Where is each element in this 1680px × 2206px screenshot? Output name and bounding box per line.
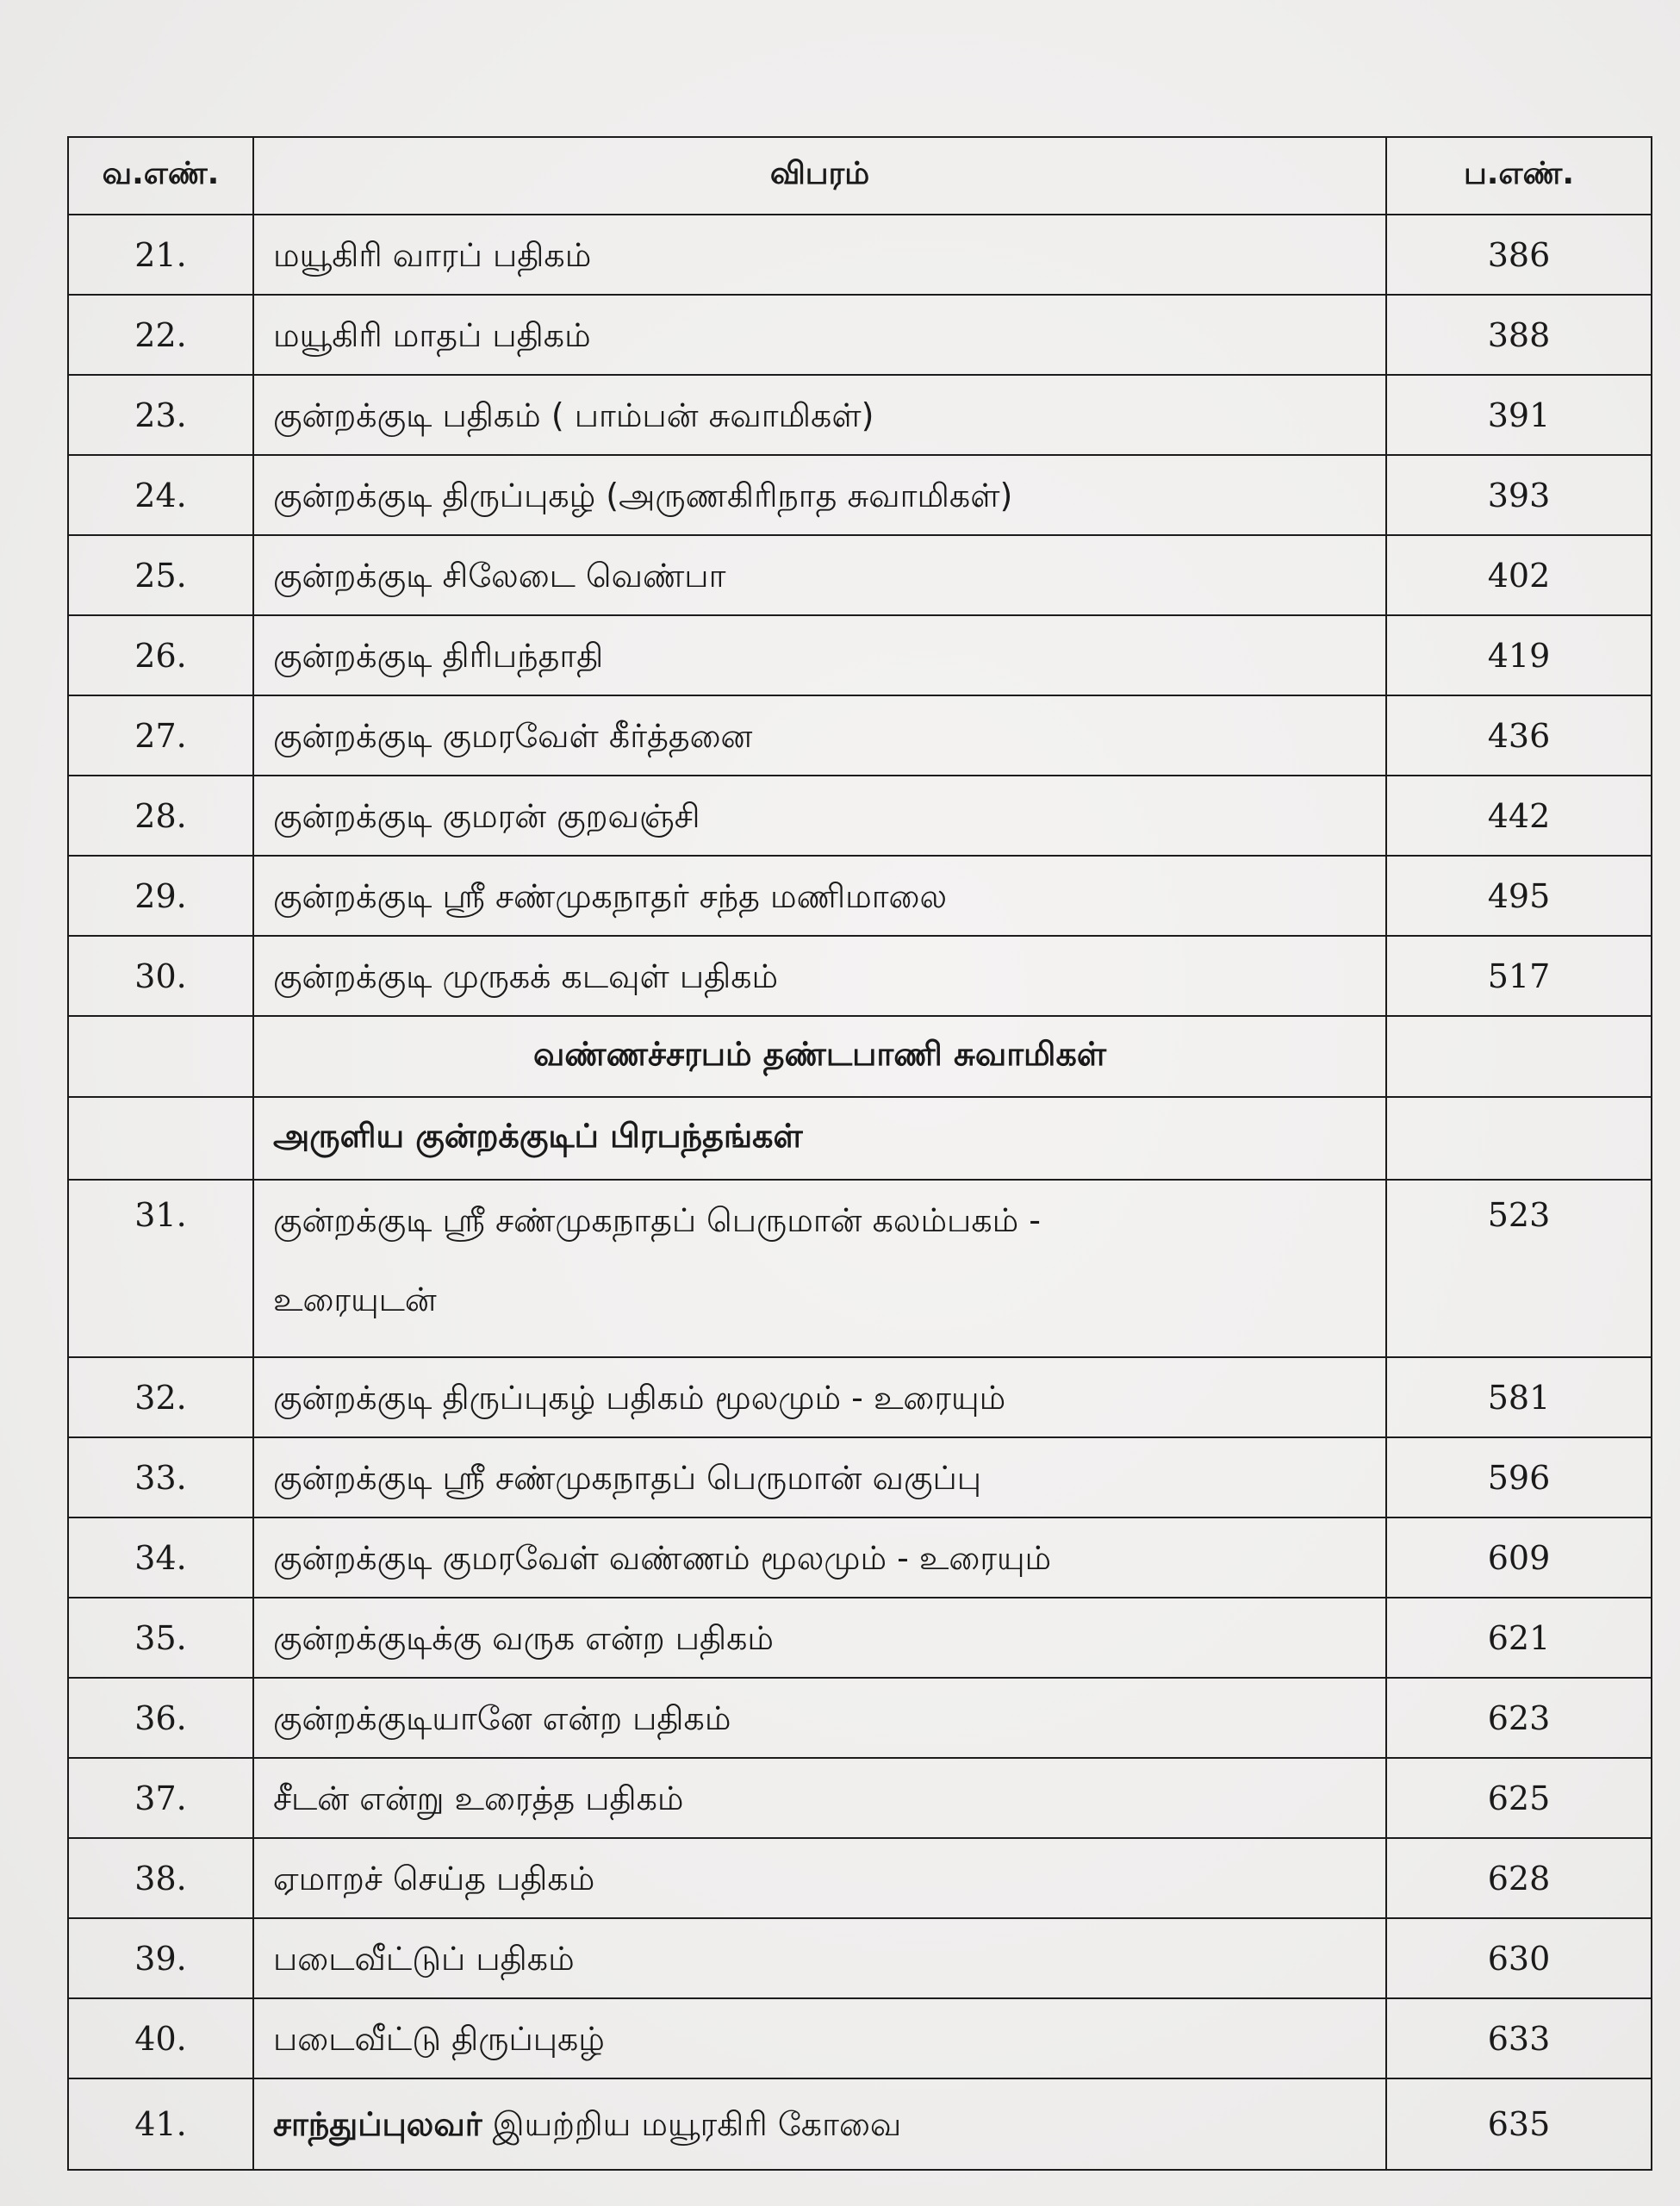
page-number: 630 (1386, 1918, 1652, 1998)
page-number: 442 (1386, 776, 1652, 856)
serial-number: 34. (68, 1517, 253, 1598)
table-row (68, 776, 1652, 856)
item-description: குன்றக்குடிக்கு வருக என்ற பதிகம் (253, 1598, 1386, 1678)
serial-number: 29. (68, 856, 253, 936)
item-description: குன்றக்குடி திரிபந்தாதி (253, 615, 1386, 695)
item-description (253, 1180, 1386, 1357)
page-number: 623 (1386, 1678, 1652, 1758)
serial-number: 23. (68, 375, 253, 455)
page-number: 628 (1386, 1838, 1652, 1918)
serial-number: 25. (68, 535, 253, 615)
table-row (68, 936, 1652, 1016)
page-number: 386 (1386, 215, 1652, 295)
serial-number: 37. (68, 1758, 253, 1838)
page-number: 402 (1386, 535, 1652, 615)
section-title-line2: அருளிய குன்றக்குடிப் பிரபந்தங்கள் (253, 1097, 1386, 1180)
table-row (68, 1758, 1652, 1838)
serial-number: 32. (68, 1357, 253, 1437)
item-description-line1: குன்றக்குடி ஸ்ரீ சண்முகநாதப் பெருமான் கலம்பகம் - (273, 1201, 1041, 1239)
item-description: குன்றக்குடி குமரன் குறவஞ்சி (253, 776, 1386, 856)
item-description: ஏமாறச் செய்த பதிகம் (253, 1838, 1386, 1918)
table-row (68, 295, 1652, 375)
page-number: 419 (1386, 615, 1652, 695)
page-number: 633 (1386, 1998, 1652, 2078)
serial-number: 33. (68, 1437, 253, 1517)
serial-number: 22. (68, 295, 253, 375)
serial-number: 26. (68, 615, 253, 695)
item-description: குன்றக்குடி குமரவேள் கீர்த்தனை (253, 695, 1386, 776)
serial-number: 39. (68, 1918, 253, 1998)
table-row (68, 1998, 1652, 2078)
item-description: படைவீட்டுப் பதிகம் (253, 1918, 1386, 1998)
serial-number: 31. (68, 1180, 253, 1357)
table-row (68, 455, 1652, 535)
table-row (68, 615, 1652, 695)
item-description: குன்றக்குடி திருப்புகழ் (அருணகிரிநாத சுவாமிகள்) (253, 455, 1386, 535)
table-row (68, 1357, 1652, 1437)
table-row (68, 1437, 1652, 1517)
table-row (68, 215, 1652, 295)
serial-number: 38. (68, 1838, 253, 1918)
table-row (68, 1918, 1652, 1998)
table-row (68, 856, 1652, 936)
item-description: குன்றக்குடி ஸ்ரீ சண்முகநாதப் பெருமான் வகுப்பு (253, 1437, 1386, 1517)
serial-number: 41. (68, 2078, 253, 2170)
page-number: 625 (1386, 1758, 1652, 1838)
item-description-rest: இயற்றிய மயூரகிரி கோவை (482, 2105, 902, 2143)
item-description: குன்றக்குடி குமரவேள் வண்ணம் மூலமும் - உரையும் (253, 1517, 1386, 1598)
table-row (68, 375, 1652, 455)
section-title-line1: வண்ணச்சரபம் தண்டபாணி சுவாமிகள் (253, 1016, 1386, 1097)
serial-number: 27. (68, 695, 253, 776)
page-number: 635 (1386, 2078, 1652, 2170)
table-row (68, 2078, 1652, 2170)
item-description: மயூகிரி வாரப் பதிகம் (253, 215, 1386, 295)
table-row (68, 1678, 1652, 1758)
item-description: குன்றக்குடி ஸ்ரீ சண்முகநாதர் சந்த மணிமாலை (253, 856, 1386, 936)
page-number: 436 (1386, 695, 1652, 776)
page-number: 495 (1386, 856, 1652, 936)
header-description: விபரம் (253, 137, 1386, 215)
item-description: சீடன் என்று உரைத்த பதிகம் (253, 1758, 1386, 1838)
table-row (68, 695, 1652, 776)
page-number: 621 (1386, 1598, 1652, 1678)
item-description: குன்றக்குடி முருகக் கடவுள் பதிகம் (253, 936, 1386, 1016)
section-row-subtitle (68, 1097, 1652, 1180)
page-number: 393 (1386, 455, 1652, 535)
item-description (253, 2078, 1386, 2170)
serial-number: 40. (68, 1998, 253, 2078)
item-description: குன்றக்குடியானே என்ற பதிகம் (253, 1678, 1386, 1758)
table-row (68, 1180, 1652, 1357)
page-number: 581 (1386, 1357, 1652, 1437)
header-page-number: ப.எண். (1386, 137, 1652, 215)
table-row (68, 1517, 1652, 1598)
serial-number: 28. (68, 776, 253, 856)
table-row (68, 1838, 1652, 1918)
item-description: குன்றக்குடி சிலேடை வெண்பா (253, 535, 1386, 615)
serial-number: 30. (68, 936, 253, 1016)
item-description: குன்றக்குடி பதிகம் ( பாம்பன் சுவாமிகள்) (253, 375, 1386, 455)
page-number: 517 (1386, 936, 1652, 1016)
page-number: 596 (1386, 1437, 1652, 1517)
header-serial-number: வ.எண். (68, 137, 253, 215)
header-row (68, 137, 1652, 215)
section-row-title (68, 1016, 1652, 1097)
item-description: படைவீட்டு திருப்புகழ் (253, 1998, 1386, 2078)
page-number: 609 (1386, 1517, 1652, 1598)
item-description-line2: உரையுடன் (273, 1281, 437, 1318)
serial-number: 36. (68, 1678, 253, 1758)
contents-table (67, 136, 1652, 2171)
item-description: மயூகிரி மாதப் பதிகம் (253, 295, 1386, 375)
serial-number: 21. (68, 215, 253, 295)
author-name: சாந்துப்புலவர் (273, 2105, 482, 2143)
page-number: 388 (1386, 295, 1652, 375)
page-number: 523 (1386, 1180, 1652, 1357)
table-row (68, 1598, 1652, 1678)
table-row (68, 535, 1652, 615)
page-number: 391 (1386, 375, 1652, 455)
item-description: குன்றக்குடி திருப்புகழ் பதிகம் மூலமும் - உரையும் (253, 1357, 1386, 1437)
serial-number: 35. (68, 1598, 253, 1678)
serial-number: 24. (68, 455, 253, 535)
